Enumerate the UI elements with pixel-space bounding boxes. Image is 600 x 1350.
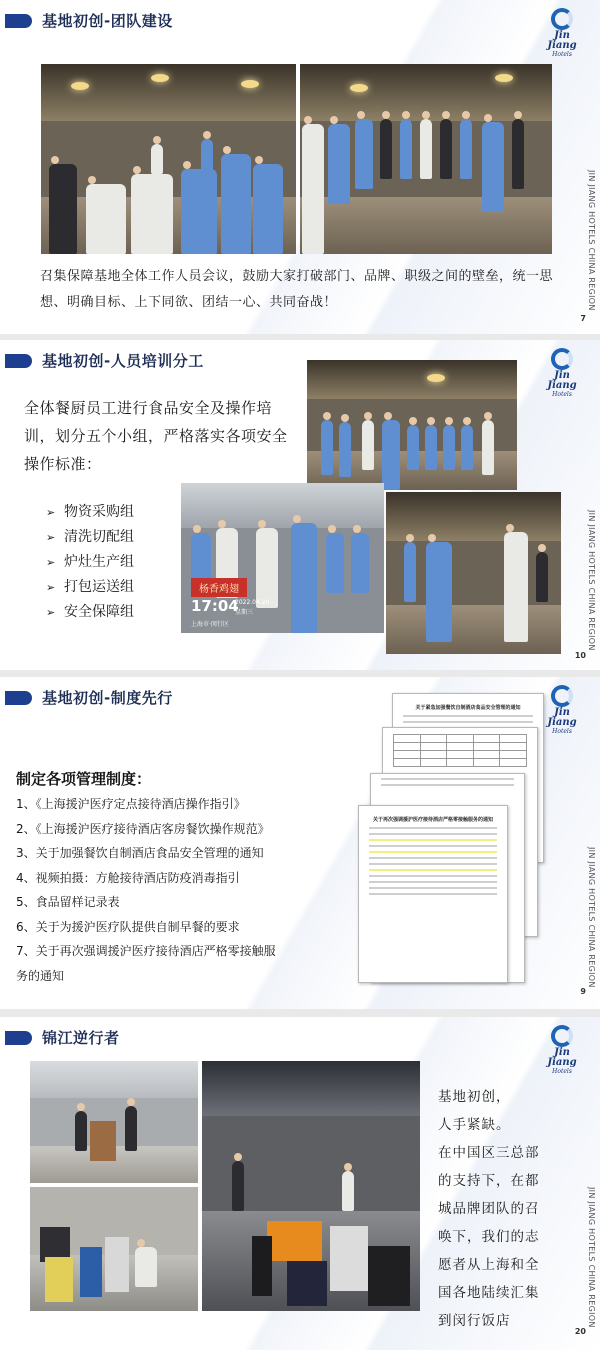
arrow-bullet-icon: ➢ [46,531,56,544]
photo-location: 上海市·闵行区 [191,621,229,628]
list-item: 5、食品留样记录表 [16,895,120,909]
logo-sub: Hotels [552,728,572,735]
list-item: ➢ 打包运送组 [46,575,134,600]
logo-sub: Hotels [552,51,572,58]
title-accent-bar [5,14,32,28]
logo-mark-icon [551,1025,573,1047]
station-photo-top-left [30,1061,198,1183]
rules-heading: 制定各项管理制度： [16,770,152,788]
volunteer-text: 基地初创， 人手紧缺。 在中国区三总部 的支持下，在都 城品牌团队的召 唤下，我们的志 愿者从上海和全 国各地陆续汇集 到闵行饭店 [438,1089,540,1329]
jinjiang-logo [538,685,586,735]
arrow-bullet-icon: ➢ [46,556,56,569]
training-photo-right [386,492,561,654]
page-number: 20 [574,1327,586,1336]
logo-brand: Jin Jiang [547,707,577,728]
list-item: 4、视频拍摄：方舱接待酒店防疫消毒指引 [16,870,240,885]
slide-divider [0,670,600,677]
logo-brand: Jin Jiang [547,30,577,51]
slide-title: 基地初创-制度先行 [42,689,173,707]
list-item: 1、《上海援沪医疗定点接待酒店操作指引》 [16,797,246,811]
jinjiang-logo [538,1025,586,1075]
training-groups-list [46,500,134,625]
meeting-photo-left [41,64,296,254]
logo-mark-icon [551,348,573,370]
slide-team-building [0,0,600,334]
slide-title: 基地初创-人员培训分工 [42,352,204,370]
list-item: 6、关于为援沪医疗队提供自制早餐的要求 [16,919,240,934]
logo-mark-icon [551,685,573,707]
slide-staff-training [0,340,600,670]
arrow-bullet-icon: ➢ [46,506,56,519]
title-accent-bar [5,1031,32,1045]
side-brand-text: JIN JIANG HOTELS CHINA REGION [587,170,596,311]
list-item: ➢ 清洗切配组 [46,525,134,550]
slide-title: 基地初创-团队建设 [42,12,173,30]
photo-date: 2022.04.20 [235,599,270,606]
list-item: ➢ 炉灶生产组 [46,550,134,575]
list-item: ➢ 安全保障组 [46,600,134,625]
station-luggage-photo [202,1061,420,1311]
slide-jinjiang-volunteers [0,1017,600,1350]
page-number: 9 [580,987,586,996]
side-brand-text: JIN JIANG HOTELS CHINA REGION [587,847,596,988]
page-number: 7 [580,314,586,323]
station-photo-bottom-left [30,1187,198,1311]
photo-timestamp: 17:04 [191,597,239,615]
document-image: 关于再次强调援沪医疗接待酒店严格零接触服务的通知 [358,805,508,983]
training-photo-top [307,360,517,490]
rules-list [16,792,356,988]
list-item: 7、关于再次强调援沪医疗接待酒店严格零接触服 [16,944,276,958]
logo-sub: Hotels [552,1068,572,1075]
list-item: ➢ 物资采购组 [46,500,134,525]
logo-brand: Jin Jiang [547,370,577,391]
logo-sub: Hotels [552,391,572,398]
slide-title: 锦江逆行者 [42,1029,120,1047]
meeting-photo-right [300,64,552,254]
jinjiang-logo [538,348,586,398]
document-image: 关于紧急加强餐饮自制酒店食品安全管理的通知 [392,693,544,863]
slide-divider [0,1009,600,1017]
photo-weekday: 星期三 [235,609,254,616]
title-accent-bar [5,691,32,705]
list-item: 2、《上海援沪医疗接待酒店客房餐饮操作规范》 [16,821,270,836]
page-number: 10 [574,651,586,660]
list-item: 务的通知 [16,968,65,983]
arrow-bullet-icon: ➢ [46,606,56,619]
jinjiang-logo [538,8,586,58]
training-photo-left [181,483,384,633]
slide-body-text: 全体餐厨员工进行食品安全及操作培训，划分五个小组，严格落实各项安全操作标准： [24,399,288,473]
arrow-bullet-icon: ➢ [46,581,56,594]
side-brand-text: JIN JIANG HOTELS CHINA REGION [587,510,596,651]
slide-body-text: 召集保障基地全体工作人员会议，鼓励大家打破部门、品牌、职级之间的壁垒，统一思想、明确目标、上下同欲、团结一心、共同奋战！ [40,269,554,310]
side-brand-text: JIN JIANG HOTELS CHINA REGION [587,1187,596,1328]
photo-tag: 杨香鸡翅 [191,578,247,597]
title-accent-bar [5,354,32,368]
logo-brand: Jin Jiang [547,1047,577,1068]
logo-mark-icon [551,8,573,30]
list-item: 3、关于加强餐饮自制酒店食品安全管理的通知 [16,846,264,860]
